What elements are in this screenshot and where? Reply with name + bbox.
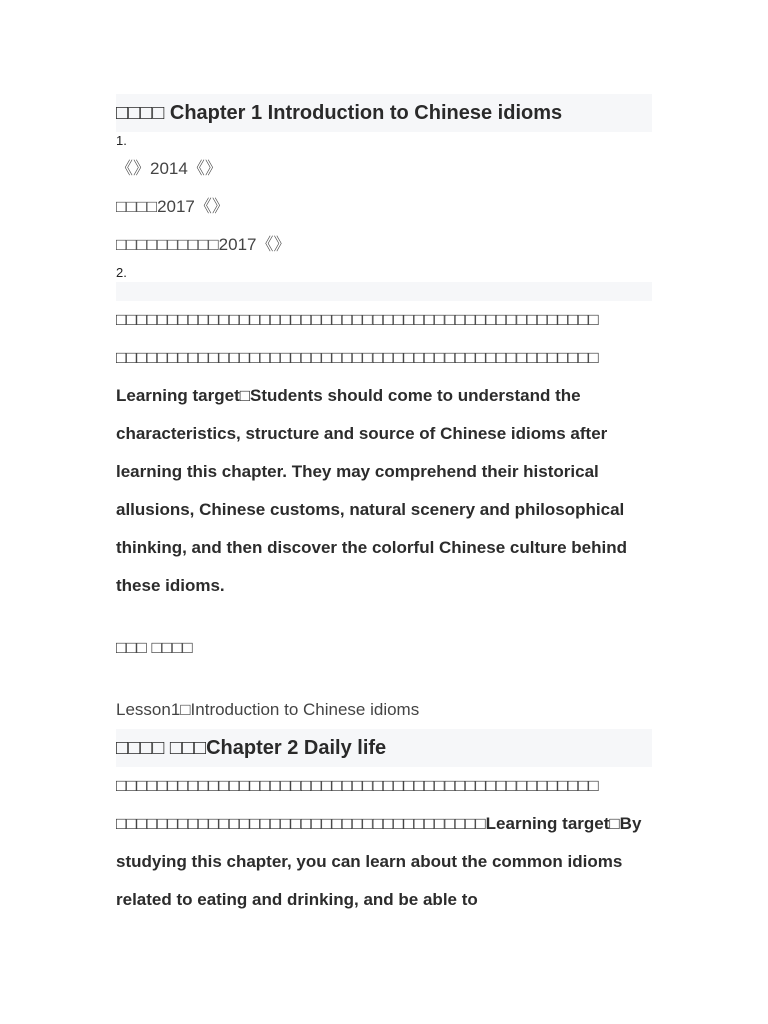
chinese-text-line-1: □□□□□□□□□□□□□□□□□□□□□□□□□□□□□□□□□□□□□□□□□□□□□□□: [116, 310, 599, 329]
document-page: [116, 94, 652, 919]
chinese-text-line-2: □□□□□□□□□□□□□□□□□□□□□□□□□□□□□□□□□□□□□□□□□□□□□□□: [116, 348, 599, 367]
chinese-text-line-3: □□□□□□□□□□□□□□□□□□□□□□□□□□□□□□□□□□□□□□□□□□□□□□□: [116, 776, 599, 795]
list-marker-2: 2.: [116, 265, 127, 280]
chapter-2-heading: □□□□ □□□Chapter 2 Daily life: [116, 729, 652, 767]
chapter-1-heading: □□□□ Chapter 1 Introduction to Chinese idioms: [116, 94, 652, 132]
chinese-text-prefix: □□□□□□□□□□□□□□□□□□□□□□□□□□□□□□□□□□□□: [116, 814, 486, 833]
reference-line-3: □□□□□□□□□□2017《》: [116, 235, 291, 254]
reference-line-2: □□□□2017《》: [116, 197, 229, 216]
list-marker-1: 1.: [116, 133, 127, 148]
learning-target-text-2: Learning target□By studying this chapter, you can learn about the common idioms related to eating and drinking, and be able to: [116, 814, 642, 909]
spacer: [116, 667, 652, 691]
chapter-2-description: [116, 767, 652, 919]
shaded-divider: [116, 282, 652, 301]
reference-line-1: 《》2014《》: [116, 159, 222, 178]
spacer: [116, 605, 652, 629]
learning-target-text: Learning target□Students should come to understand the characteristics, structure and source of Chinese idioms after learning this chapter. They may comprehend their historical allusions, Chinese customs, natural scenery and philosophical thinking, and then discover the colorful Chinese culture behind these idioms.: [116, 386, 627, 595]
section-title: □□□ □□□□: [116, 638, 193, 657]
lesson-1-title: Lesson1□Introduction to Chinese idioms: [116, 700, 420, 719]
chapter-1-description: [116, 301, 652, 605]
